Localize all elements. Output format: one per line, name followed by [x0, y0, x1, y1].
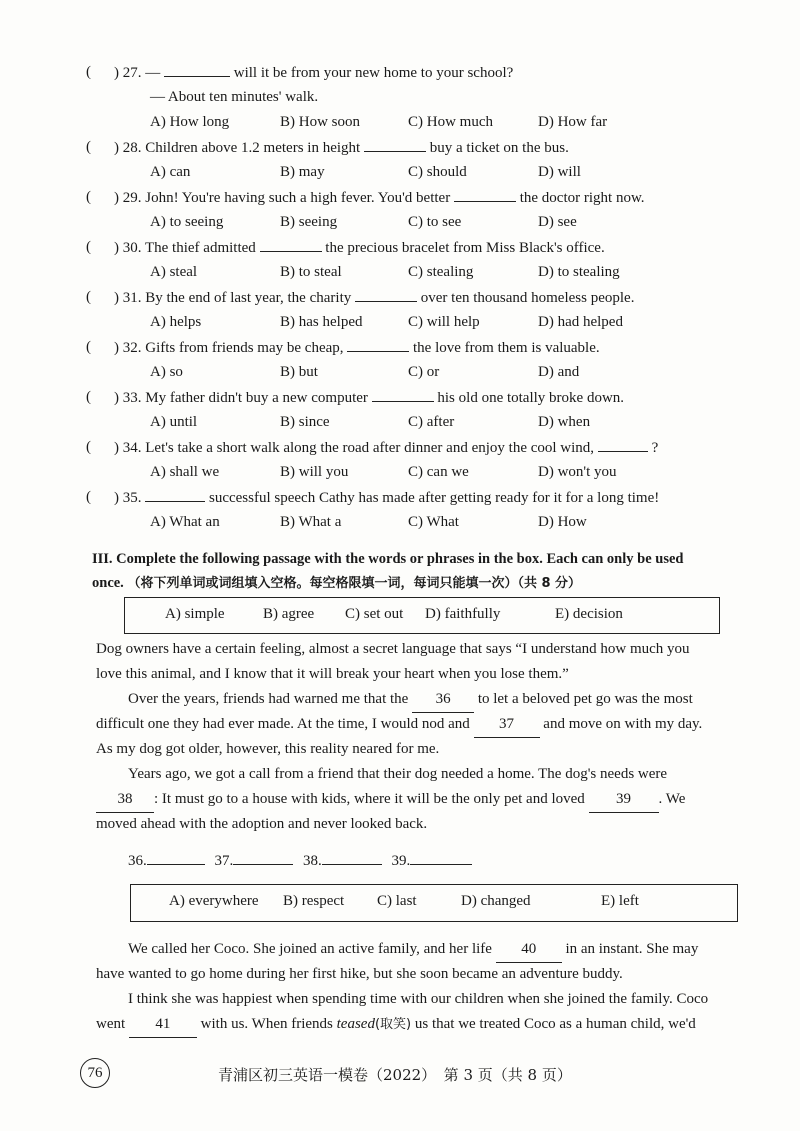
option-b[interactable]: B) to steal [280, 264, 342, 280]
blank[interactable] [598, 437, 648, 452]
answer-line: 36. 37. 38. 39. [128, 850, 472, 870]
option-d[interactable]: D) when [538, 414, 591, 430]
passage-line: Years ago, we got a call from a friend that their dog needed a home. The dog's needs were [128, 766, 668, 782]
word-option: B) respect [283, 893, 345, 909]
word-option: E) left [601, 893, 639, 909]
passage-line: went 41 with us. When friends teased(取笑) us that we treated Coco as a human child, we'd [96, 1012, 696, 1038]
option-c[interactable]: C) to see [408, 214, 462, 230]
option-b[interactable]: B) will you [280, 464, 349, 480]
word-option: D) faithfully [425, 606, 501, 622]
option-c[interactable]: C) stealing [408, 264, 474, 280]
option-a[interactable]: A) until [150, 414, 198, 430]
word-option: C) last [377, 893, 417, 909]
option-b[interactable]: B) What a [280, 514, 342, 530]
option-d[interactable]: D) see [538, 214, 577, 230]
word-option: A) everywhere [169, 893, 259, 909]
answer-paren[interactable]: ( [86, 139, 91, 155]
blank[interactable] [454, 187, 516, 202]
option-c[interactable]: C) after [408, 414, 455, 430]
blank-39[interactable]: 39 [589, 787, 659, 813]
passage-line: have wanted to go home during her first hike, but she soon became an adventure buddy. [96, 966, 623, 982]
option-b[interactable]: B) has helped [280, 314, 363, 330]
passage-line: As my dog got older, however, this reality neared for me. [96, 741, 440, 757]
question-stem: ) 30. The thief admitted the precious bracelet from Miss Black's office. [114, 237, 605, 258]
question-stem: ) 35. successful speech Cathy has made after getting ready for it for a long time! [114, 487, 659, 508]
word-option: B) agree [263, 606, 315, 622]
option-c[interactable]: C) will help [408, 314, 480, 330]
answer-paren[interactable]: ( [86, 239, 91, 255]
word-option: E) decision [555, 606, 623, 622]
passage-line: 38 : It must go to a house with kids, where it will be the only pet and loved 39 . We [96, 787, 685, 813]
question-stem: ) 27. — will it be from your new home to your school? [114, 62, 513, 83]
option-c[interactable]: C) should [408, 164, 467, 180]
answer-blank-38[interactable] [322, 850, 382, 865]
answer-blank-39[interactable] [410, 850, 472, 865]
blank[interactable] [372, 387, 434, 402]
exam-page: ( ) 27. — will it be from your new home to your school? — About ten minutes' walk. A) How long B) How soon C) How much D) How far ( ) 28. Children above 1.2 meters in height buy a ticket on the bus. A) can B) may C) should D) will ( ) 29. John! You're having such a high fever. You'd better the doctor right now. A) to seeing B) seeing C) to see D) see ( ) 30. The thief admitted the precious bracelet from Miss Black's office. A) steal B) to steal C) stealing D) to stealing ( ) 31. By the end of last year, the charity over ten thousand homeless people. A) helps B) has helped C) will help D) had helped ( ) 32. Gifts from friends may be cheap, the love from them is valuable. A) so B) but C) or D) and ( ) 33. My father didn't buy a new computer his old one totally broke down. A) until B) since C) after D) when ( ) 34. Let's take a short walk along the road after dinner and enjoy the cool wind, ? A) shall we B) will you C) can we D) won't you ( ) 35. successful speech Cathy has made after getting ready for it for a long time! A) What an B) What a C) What D) How III. Complete the following passage with the words or phrases in the box. Each can only be used once. （将下列单词或词组填入空格。每空格限填一词，每词只能填一次）（共 8 分） A) simple B) agree C) set out D) faithfully E) decision Dog owners have a certain feeling, almost a secret language that says “I understand how much you love this animal, and I know that it will break your heart when you lose them.” Over the years, friends had warned me that the 36 to let a beloved pet go was the most difficult one they had ever made. At the time, I would nod and 37 and move on with my day. As my dog got older, however, this reality neared for me. Years ago, we got a call from a friend that their dog needed a home. The dog's needs were 38 : It must go to a house with kids, where it will be the only pet and loved 39 . We moved ahead with the adoption and never looked back. 36. 37. 38. 39. A) everywhere B) respect C) last D) changed E) left We called her Coco. She joined an active family, and her life 40 in an instant. She may have wanted to go home during her first hike, but she soon became an adventure buddy. I think she was happiest when spending time with our children when she joined the family. Coco went 41 with us. When friends teased(取笑) us that we treated Coco as a human child, we'd 76 青浦区初三英语一模卷（2022） 第 3 页（共 8 页） [0, 0, 800, 1131]
option-d[interactable]: D) How far [538, 114, 608, 130]
word-option: C) set out [345, 606, 404, 622]
option-b[interactable]: B) but [280, 364, 318, 380]
passage-line: I think she was happiest when spending time with our children when she joined the family. Coco [128, 991, 709, 1007]
word-box-1 [124, 597, 720, 634]
answer-blank-36[interactable] [147, 850, 205, 865]
section-heading-line1: III. Complete the following passage with the words or phrases in the box. Each can only be used [92, 551, 684, 567]
option-d[interactable]: D) had helped [538, 314, 623, 330]
question-stem: ) 28. Children above 1.2 meters in height buy a ticket on the bus. [114, 137, 569, 158]
blank-41[interactable]: 41 [129, 1012, 197, 1038]
blank[interactable] [260, 237, 322, 252]
question-stem: ) 29. John! You're having such a high fever. You'd better the doctor right now. [114, 187, 645, 208]
option-d[interactable]: D) to stealing [538, 264, 620, 280]
answer-paren[interactable]: ( [86, 489, 91, 505]
option-d[interactable]: D) and [538, 364, 580, 380]
option-a[interactable]: A) shall we [150, 464, 220, 480]
page-footer: 青浦区初三英语一模卷（2022） 第 3 页（共 8 页） [218, 1066, 572, 1084]
answer-paren[interactable]: ( [86, 64, 91, 80]
passage-line: moved ahead with the adoption and never looked back. [96, 816, 428, 832]
option-b[interactable]: B) How soon [280, 114, 361, 130]
word-option: D) changed [461, 893, 531, 909]
option-d[interactable]: D) will [538, 164, 581, 180]
option-c[interactable]: C) How much [408, 114, 493, 130]
blank-37[interactable]: 37 [474, 712, 540, 738]
question-stem: ) 34. Let's take a short walk along the road after dinner and enjoy the cool wind, ? [114, 437, 658, 458]
page-number-circle: 76 [80, 1058, 110, 1088]
passage-line: difficult one they had ever made. At the time, I would nod and 37 and move on with my day. [96, 712, 702, 738]
passage-line: Dog owners have a certain feeling, almost a secret language that says “I understand how much you [96, 641, 690, 657]
option-a[interactable]: A) helps [150, 314, 202, 330]
option-c[interactable]: C) can we [408, 464, 469, 480]
blank-40[interactable]: 40 [496, 937, 562, 963]
option-b[interactable]: B) seeing [280, 214, 338, 230]
option-c[interactable]: C) or [408, 364, 440, 380]
answer-blank-37[interactable] [233, 850, 293, 865]
option-a[interactable]: A) so [150, 364, 183, 380]
answer-paren[interactable]: ( [86, 389, 91, 405]
passage-line: love this animal, and I know that it will break your heart when you lose them.” [96, 666, 569, 682]
blank-36[interactable]: 36 [412, 687, 474, 713]
blank[interactable] [145, 487, 205, 502]
blank-38[interactable]: 38 [96, 787, 154, 813]
answer-paren[interactable]: ( [86, 189, 91, 205]
word-option: A) simple [165, 606, 225, 622]
option-b[interactable]: B) since [280, 414, 330, 430]
option-a[interactable]: A) to seeing [150, 214, 224, 230]
passage-line: We called her Coco. She joined an active family, and her life 40 in an instant. She may [128, 937, 698, 963]
option-c[interactable]: C) What [408, 514, 459, 530]
question-stem: ) 32. Gifts from friends may be cheap, the love from them is valuable. [114, 337, 600, 358]
section-heading [92, 547, 772, 596]
option-b[interactable]: B) may [280, 164, 325, 180]
blank[interactable] [164, 62, 230, 77]
section-heading-line2: once. （将下列单词或词组填入空格。每空格限填一词，每词只能填一次）（共 8 分） [92, 575, 582, 591]
option-a[interactable]: A) What an [150, 514, 220, 530]
passage-line: Over the years, friends had warned me that the 36 to let a beloved pet go was the most [128, 687, 693, 713]
option-d[interactable]: D) How [538, 514, 587, 530]
question-stem: ) 31. By the end of last year, the charity over ten thousand homeless people. [114, 287, 634, 308]
answer-paren[interactable]: ( [86, 339, 91, 355]
option-a[interactable]: A) How long [150, 114, 230, 130]
option-a[interactable]: A) steal [150, 264, 198, 280]
answer-paren[interactable]: ( [86, 439, 91, 455]
blank[interactable] [355, 287, 417, 302]
option-d[interactable]: D) won't you [538, 464, 617, 480]
word-box-2 [130, 884, 738, 922]
option-a[interactable]: A) can [150, 164, 191, 180]
blank[interactable] [364, 137, 426, 152]
question-stem: ) 33. My father didn't buy a new computer his old one totally broke down. [114, 387, 624, 408]
answer-paren[interactable]: ( [86, 289, 91, 305]
blank[interactable] [347, 337, 409, 352]
